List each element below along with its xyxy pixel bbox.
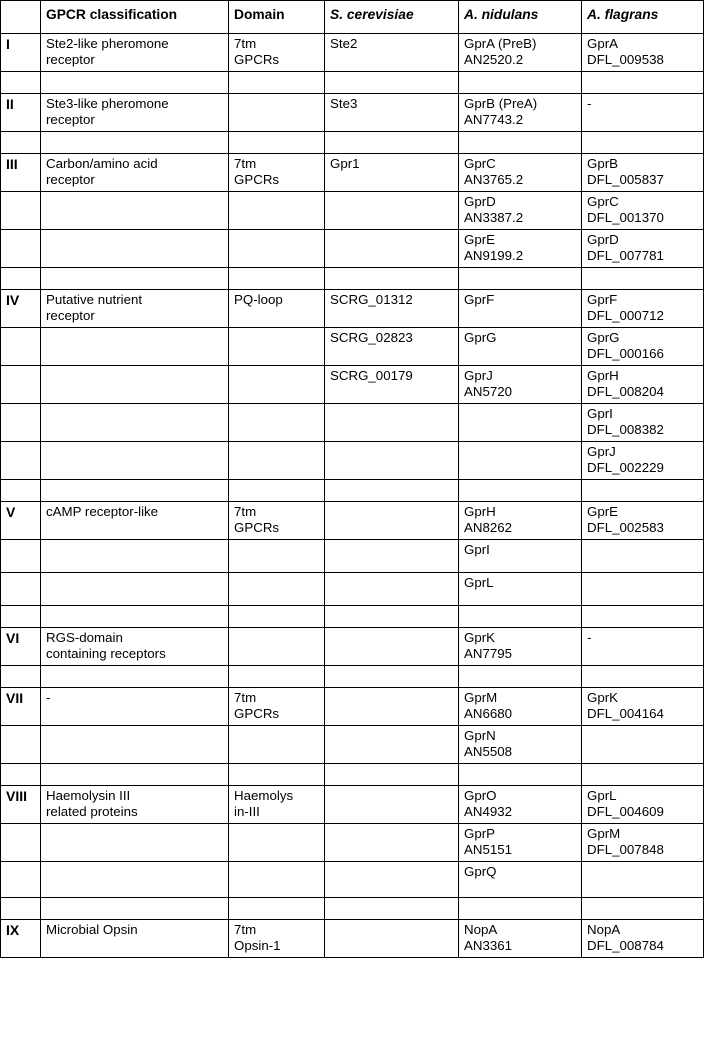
cell-gpcr-classification [41, 726, 229, 764]
cell-a-nidulans: GprP AN5151 [459, 824, 582, 862]
cell-gpcr-classification [41, 404, 229, 442]
cell-class-number [1, 540, 41, 573]
spacer-cell [459, 480, 582, 502]
cell-gpcr-classification: Haemolysin III related proteins [41, 786, 229, 824]
cell-a-flagrans: GprE DFL_002583 [582, 502, 704, 540]
table-row [1, 230, 704, 268]
cell-gpcr-classification [41, 442, 229, 480]
cell-gpcr-classification [41, 366, 229, 404]
spacer-cell [325, 606, 459, 628]
cell-a-flagrans [582, 862, 704, 898]
cell-a-nidulans: GprJ AN5720 [459, 366, 582, 404]
cell-gpcr-classification [41, 328, 229, 366]
cell-domain [229, 540, 325, 573]
spacer-cell [459, 764, 582, 786]
cell-s-cerevisiae [325, 628, 459, 666]
cell-s-cerevisiae: Gpr1 [325, 154, 459, 192]
spacer-cell [229, 666, 325, 688]
spacer-cell [41, 132, 229, 154]
cell-gpcr-classification [41, 192, 229, 230]
spacer-row [1, 666, 704, 688]
cell-gpcr-classification [41, 824, 229, 862]
cell-a-nidulans: GprM AN6680 [459, 688, 582, 726]
spacer-row [1, 764, 704, 786]
spacer-cell [582, 480, 704, 502]
cell-class-number: VII [1, 688, 41, 726]
spacer-cell [582, 764, 704, 786]
cell-a-flagrans [582, 573, 704, 606]
spacer-cell [1, 666, 41, 688]
cell-domain [229, 404, 325, 442]
table-row [1, 154, 704, 192]
spacer-cell [325, 480, 459, 502]
table-row [1, 726, 704, 764]
spacer-cell [325, 268, 459, 290]
cell-domain [229, 726, 325, 764]
header-gpcr-classification: GPCR classification [41, 1, 229, 34]
cell-gpcr-classification: - [41, 688, 229, 726]
cell-a-nidulans [459, 442, 582, 480]
cell-s-cerevisiae [325, 540, 459, 573]
cell-a-flagrans: GprB DFL_005837 [582, 154, 704, 192]
cell-class-number [1, 328, 41, 366]
cell-a-nidulans: GprB (PreA) AN7743.2 [459, 94, 582, 132]
spacer-cell [1, 606, 41, 628]
spacer-row [1, 268, 704, 290]
spacer-cell [459, 268, 582, 290]
cell-s-cerevisiae: SCRG_00179 [325, 366, 459, 404]
cell-a-flagrans: GprD DFL_007781 [582, 230, 704, 268]
cell-a-nidulans: GprA (PreB) AN2520.2 [459, 34, 582, 72]
cell-s-cerevisiae: Ste3 [325, 94, 459, 132]
cell-domain: Haemolys in-III [229, 786, 325, 824]
spacer-cell [325, 72, 459, 94]
cell-a-flagrans: GprG DFL_000166 [582, 328, 704, 366]
header-domain: Domain [229, 1, 325, 34]
cell-s-cerevisiae [325, 862, 459, 898]
cell-domain [229, 94, 325, 132]
spacer-cell [41, 268, 229, 290]
cell-a-flagrans: GprC DFL_001370 [582, 192, 704, 230]
table-row [1, 540, 704, 573]
cell-class-number: VI [1, 628, 41, 666]
table-row [1, 502, 704, 540]
cell-a-nidulans: GprG [459, 328, 582, 366]
spacer-cell [1, 268, 41, 290]
cell-class-number [1, 824, 41, 862]
cell-class-number [1, 726, 41, 764]
cell-domain [229, 328, 325, 366]
cell-class-number [1, 573, 41, 606]
table-row [1, 404, 704, 442]
table-row [1, 688, 704, 726]
cell-class-number: IV [1, 290, 41, 328]
cell-domain [229, 366, 325, 404]
cell-class-number: II [1, 94, 41, 132]
cell-a-flagrans: - [582, 628, 704, 666]
cell-gpcr-classification [41, 540, 229, 573]
cell-class-number: V [1, 502, 41, 540]
spacer-cell [325, 764, 459, 786]
header-s-cerevisiae: S. cerevisiae [325, 1, 459, 34]
cell-a-flagrans: GprK DFL_004164 [582, 688, 704, 726]
table-row [1, 442, 704, 480]
cell-domain [229, 442, 325, 480]
spacer-row [1, 898, 704, 920]
table-row [1, 290, 704, 328]
cell-a-nidulans: GprF [459, 290, 582, 328]
cell-gpcr-classification: cAMP receptor-like [41, 502, 229, 540]
cell-gpcr-classification: Ste3-like pheromone receptor [41, 94, 229, 132]
spacer-cell [1, 72, 41, 94]
cell-s-cerevisiae [325, 786, 459, 824]
spacer-cell [459, 72, 582, 94]
cell-gpcr-classification [41, 230, 229, 268]
cell-domain [229, 192, 325, 230]
cell-domain [229, 230, 325, 268]
spacer-cell [1, 132, 41, 154]
spacer-cell [41, 480, 229, 502]
spacer-cell [582, 666, 704, 688]
cell-gpcr-classification: Carbon/amino acid receptor [41, 154, 229, 192]
cell-a-flagrans: GprI DFL_008382 [582, 404, 704, 442]
cell-domain [229, 628, 325, 666]
spacer-cell [229, 132, 325, 154]
cell-a-nidulans [459, 404, 582, 442]
cell-s-cerevisiae [325, 726, 459, 764]
cell-s-cerevisiae [325, 573, 459, 606]
spacer-cell [1, 480, 41, 502]
spacer-cell [41, 72, 229, 94]
cell-domain: 7tm GPCRs [229, 688, 325, 726]
cell-s-cerevisiae [325, 192, 459, 230]
cell-s-cerevisiae: SCRG_02823 [325, 328, 459, 366]
spacer-cell [325, 898, 459, 920]
table-row [1, 192, 704, 230]
cell-domain: 7tm Opsin-1 [229, 920, 325, 958]
cell-a-nidulans: GprD AN3387.2 [459, 192, 582, 230]
cell-class-number: III [1, 154, 41, 192]
spacer-cell [229, 268, 325, 290]
cell-a-flagrans: GprJ DFL_002229 [582, 442, 704, 480]
spacer-cell [459, 898, 582, 920]
cell-a-nidulans: GprL [459, 573, 582, 606]
spacer-cell [582, 606, 704, 628]
cell-domain [229, 573, 325, 606]
cell-a-flagrans: - [582, 94, 704, 132]
spacer-cell [582, 132, 704, 154]
table-row [1, 862, 704, 898]
cell-gpcr-classification: RGS-domain containing receptors [41, 628, 229, 666]
table-row [1, 366, 704, 404]
spacer-cell [582, 72, 704, 94]
cell-gpcr-classification [41, 573, 229, 606]
spacer-cell [41, 666, 229, 688]
cell-domain: 7tm GPCRs [229, 502, 325, 540]
cell-class-number: VIII [1, 786, 41, 824]
header-a-nidulans: A. nidulans [459, 1, 582, 34]
spacer-row [1, 132, 704, 154]
cell-a-nidulans: GprO AN4932 [459, 786, 582, 824]
table-row [1, 786, 704, 824]
table-row [1, 34, 704, 72]
spacer-cell [325, 132, 459, 154]
spacer-cell [1, 764, 41, 786]
cell-s-cerevisiae: Ste2 [325, 34, 459, 72]
cell-a-nidulans: GprQ [459, 862, 582, 898]
spacer-cell [1, 898, 41, 920]
cell-a-nidulans: GprC AN3765.2 [459, 154, 582, 192]
spacer-row [1, 606, 704, 628]
cell-a-flagrans: GprL DFL_004609 [582, 786, 704, 824]
cell-s-cerevisiae [325, 502, 459, 540]
spacer-cell [459, 666, 582, 688]
spacer-row [1, 72, 704, 94]
cell-class-number [1, 442, 41, 480]
header-row [1, 1, 704, 34]
cell-a-nidulans: GprK AN7795 [459, 628, 582, 666]
cell-class-number [1, 230, 41, 268]
cell-class-number: IX [1, 920, 41, 958]
cell-class-number [1, 366, 41, 404]
spacer-cell [41, 898, 229, 920]
cell-a-flagrans [582, 540, 704, 573]
spacer-cell [41, 764, 229, 786]
spacer-cell [41, 606, 229, 628]
cell-s-cerevisiae [325, 688, 459, 726]
spacer-cell [229, 764, 325, 786]
cell-s-cerevisiae: SCRG_01312 [325, 290, 459, 328]
cell-a-flagrans: GprF DFL_000712 [582, 290, 704, 328]
cell-domain [229, 862, 325, 898]
cell-class-number: I [1, 34, 41, 72]
spacer-cell [229, 606, 325, 628]
spacer-cell [325, 666, 459, 688]
cell-class-number [1, 404, 41, 442]
cell-gpcr-classification [41, 862, 229, 898]
cell-a-flagrans [582, 726, 704, 764]
cell-gpcr-classification: Putative nutrient receptor [41, 290, 229, 328]
cell-a-nidulans: GprI [459, 540, 582, 573]
spacer-cell [459, 606, 582, 628]
table-row [1, 328, 704, 366]
spacer-cell [229, 480, 325, 502]
cell-a-flagrans: GprM DFL_007848 [582, 824, 704, 862]
spacer-cell [582, 268, 704, 290]
cell-domain: PQ-loop [229, 290, 325, 328]
spacer-cell [229, 898, 325, 920]
spacer-cell [229, 72, 325, 94]
cell-a-nidulans: GprN AN5508 [459, 726, 582, 764]
cell-domain: 7tm GPCRs [229, 34, 325, 72]
cell-s-cerevisiae [325, 442, 459, 480]
spacer-row [1, 480, 704, 502]
cell-s-cerevisiae [325, 230, 459, 268]
table-row [1, 920, 704, 958]
spacer-cell [459, 132, 582, 154]
cell-gpcr-classification: Microbial Opsin [41, 920, 229, 958]
cell-s-cerevisiae [325, 404, 459, 442]
header-a-flagrans: A. flagrans [582, 1, 704, 34]
cell-a-flagrans: GprA DFL_009538 [582, 34, 704, 72]
spacer-cell [582, 898, 704, 920]
cell-class-number [1, 192, 41, 230]
cell-s-cerevisiae [325, 824, 459, 862]
cell-s-cerevisiae [325, 920, 459, 958]
table-row [1, 824, 704, 862]
table-row [1, 628, 704, 666]
cell-a-flagrans: GprH DFL_008204 [582, 366, 704, 404]
cell-a-nidulans: GprE AN9199.2 [459, 230, 582, 268]
table-row [1, 94, 704, 132]
cell-a-nidulans: GprH AN8262 [459, 502, 582, 540]
header-index [1, 1, 41, 34]
cell-a-nidulans: NopA AN3361 [459, 920, 582, 958]
cell-domain: 7tm GPCRs [229, 154, 325, 192]
table-body [1, 34, 704, 958]
cell-a-flagrans: NopA DFL_008784 [582, 920, 704, 958]
cell-gpcr-classification: Ste2-like pheromone receptor [41, 34, 229, 72]
cell-class-number [1, 862, 41, 898]
table-row [1, 573, 704, 606]
cell-domain [229, 824, 325, 862]
